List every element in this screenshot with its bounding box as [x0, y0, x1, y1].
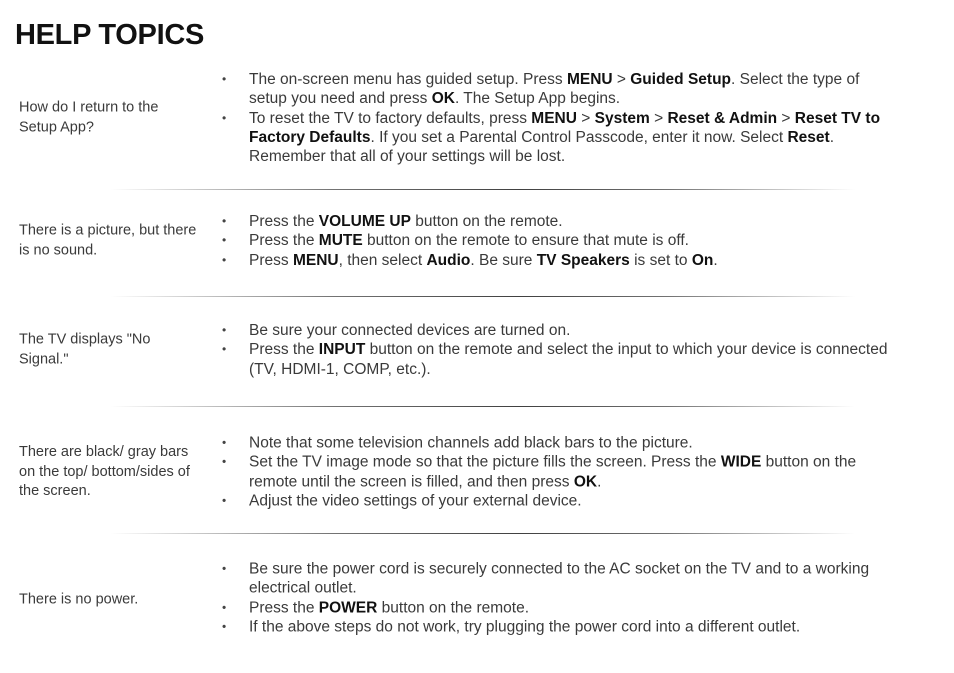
answer-text: Note that some television channels add black bars to the picture.	[249, 434, 693, 452]
answer-text: >	[649, 109, 668, 127]
answer-item	[220, 559, 900, 598]
answer-text: is set to	[629, 251, 692, 269]
answer-text: button on the remote.	[410, 213, 563, 231]
answer-text: , then select	[338, 251, 427, 269]
answer-text: Be sure the power cord is securely connected to the AC socket on the TV and to a working electrical outlet.	[249, 560, 870, 597]
answer-keyword: TV Speakers	[536, 251, 630, 269]
divider	[110, 296, 855, 297]
topic-question: There are black/ gray bars on the top/ bottom/sides of the screen.	[19, 443, 190, 499]
answer-keyword: VOLUME UP	[318, 213, 411, 231]
divider	[110, 533, 855, 534]
topic-answers	[220, 70, 900, 166]
answer-text: Press the	[249, 213, 319, 231]
answer-item	[220, 321, 900, 340]
topic-answers	[220, 433, 900, 510]
answer-text: button on the remote and select the input to which your device is connected (TV, HDMI-1, COMP, etc.).	[249, 341, 888, 378]
topic-question: How do I return to the Setup App?	[19, 99, 159, 135]
answer-keyword: Reset TV to Factory Defaults	[249, 109, 881, 146]
answer-keyword: INPUT	[318, 341, 366, 359]
answer-item	[220, 598, 900, 617]
answer-item	[220, 433, 900, 452]
answer-text: To reset the TV to factory defaults, press	[249, 109, 532, 127]
answer-text: Press the	[249, 599, 319, 616]
answer-keyword: POWER	[318, 599, 378, 616]
answer-text: >	[576, 109, 595, 127]
answer-text: Press	[249, 251, 293, 269]
answer-text: Press the	[249, 341, 319, 359]
answer-text: .	[713, 251, 718, 269]
topic-answers	[220, 321, 900, 379]
answer-text: If the above steps do not work, try plugging the power cord into a different outlet.	[249, 618, 801, 636]
answer-keyword: Reset	[787, 128, 830, 146]
answer-item	[220, 617, 900, 636]
answer-text: . If you set a Parental Control Passcode, enter it now. Select	[370, 128, 788, 146]
divider	[110, 406, 855, 407]
answer-keyword: MENU	[292, 251, 339, 269]
answer-text: .	[597, 473, 602, 490]
page-title: HELP TOPICS	[15, 19, 205, 51]
answer-text: Adjust the video settings of your external device.	[249, 492, 582, 510]
answer-text: . Be sure	[470, 251, 537, 269]
topic-question: There is no power.	[19, 591, 139, 608]
answer-item	[220, 251, 900, 270]
answer-keyword: OK	[573, 473, 598, 490]
answer-keyword: Guided Setup	[630, 70, 731, 88]
topic-answers	[220, 559, 900, 636]
answer-text: . Remember that all of your settings will be lost.	[249, 128, 834, 165]
answer-keyword: WIDE	[720, 453, 762, 471]
topic-answers	[220, 212, 900, 270]
answer-text: Press the	[249, 232, 319, 250]
answer-text: . The Setup App begins.	[454, 90, 621, 108]
answer-text: button on the remote until the screen is filled, and then press	[249, 453, 857, 490]
answer-keyword: OK	[431, 90, 455, 108]
answer-item	[220, 212, 900, 231]
answer-text: >	[612, 70, 631, 88]
answer-keyword: MUTE	[318, 232, 363, 250]
answer-text: . Select the type of setup you need and press	[249, 70, 860, 108]
answer-item	[220, 491, 900, 510]
answer-item	[220, 453, 900, 492]
answer-text: Be sure your connected devices are turned on.	[249, 322, 571, 340]
answer-keyword: Audio	[426, 251, 471, 269]
answer-item	[220, 340, 900, 379]
answer-keyword: Reset & Admin	[667, 109, 778, 127]
answer-keyword: MENU	[531, 109, 577, 127]
answer-keyword: On	[691, 251, 714, 269]
answer-item	[220, 70, 900, 109]
divider	[110, 189, 855, 190]
answer-text: >	[777, 109, 795, 127]
topic-question: The TV displays "No Signal."	[19, 331, 151, 367]
topic-question: There is a picture, but there is no sound.	[19, 222, 197, 258]
answer-item	[220, 231, 900, 250]
answer-item	[220, 108, 900, 166]
answer-text: button on the remote to ensure that mute is off.	[362, 232, 689, 250]
answer-text: button on the remote.	[377, 599, 529, 616]
answer-keyword: System	[594, 109, 650, 127]
answer-text: The on-screen menu has guided setup. Press	[249, 70, 567, 88]
answer-text: Set the TV image mode so that the picture fills the screen. Press the	[249, 453, 721, 471]
answer-keyword: MENU	[566, 70, 613, 88]
